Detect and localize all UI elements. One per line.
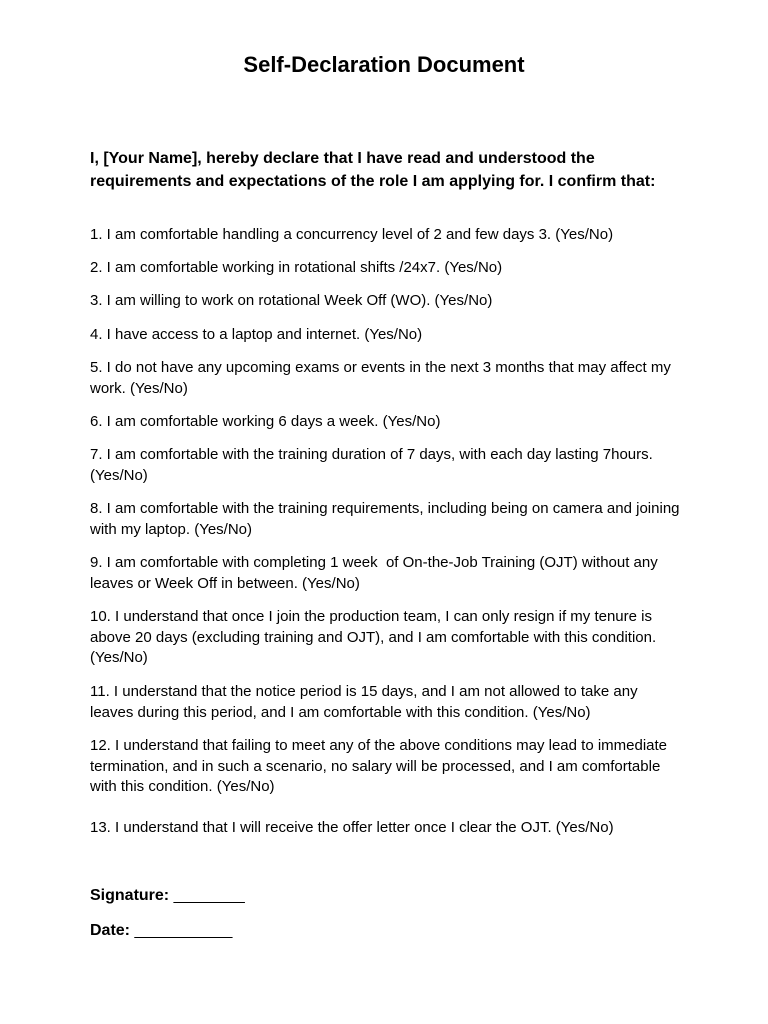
signature-line bbox=[90, 885, 245, 907]
date-label: Date: bbox=[90, 922, 131, 939]
date-line bbox=[90, 920, 232, 942]
declaration-item: 1. I am comfortable handling a concurrency level of 2 and few days 3. (Yes/No) bbox=[90, 226, 614, 243]
declaration-item: 13. I understand that I will receive the offer letter once I clear the OJT. (Yes/No) bbox=[90, 819, 614, 836]
declaration-item: 2. I am comfortable working in rotational shifts /24x7. (Yes/No) bbox=[90, 259, 503, 276]
declaration-item: 3. I am willing to work on rotational Week Off (WO). (Yes/No) bbox=[90, 292, 493, 309]
intro-paragraph: I, [Your Name], hereby declare that I have read and understood the requirements and expectations of the role I am applying for. I confirm that: bbox=[90, 150, 656, 190]
date-field[interactable]: ___________ bbox=[134, 922, 233, 939]
declaration-item: 4. I have access to a laptop and internet. (Yes/No) bbox=[90, 326, 423, 343]
declaration-item: 11. I understand that the notice period is 15 days, and I am not allowed to take any leaves during this period, and I am comfortable with this condition. (Yes/No) bbox=[90, 683, 642, 721]
declaration-item: 9. I am comfortable with completing 1 week of On-the-Job Training (OJT) without any leaves or Week Off in between. (Yes/No) bbox=[90, 554, 662, 592]
declaration-item: 12. I understand that failing to meet any of the above conditions may lead to immediate termination, and in such a scenario, no salary will be processed, and I am comfortable with this condition. (Yes/No) bbox=[90, 737, 672, 795]
signature-label: Signature: bbox=[90, 887, 170, 904]
declaration-item: 7. I am comfortable with the training duration of 7 days, with each day lasting 7hours. (Yes/No) bbox=[90, 446, 657, 484]
declaration-item: 10. I understand that once I join the production team, I can only resign if my tenure is above 20 days (excluding training and OJT), and I am comfortable with this condition. (Yes/No) bbox=[90, 608, 661, 666]
declaration-item: 8. I am comfortable with the training requirements, including being on camera and joining with my laptop. (Yes/No) bbox=[90, 500, 684, 538]
signature-field[interactable]: ________ bbox=[173, 887, 245, 904]
declaration-item: 6. I am comfortable working 6 days a week. (Yes/No) bbox=[90, 413, 441, 430]
declaration-item: 5. I do not have any upcoming exams or events in the next 3 months that may affect my work. (Yes/No) bbox=[90, 359, 676, 397]
document-title: Self-Declaration Document bbox=[243, 52, 525, 77]
